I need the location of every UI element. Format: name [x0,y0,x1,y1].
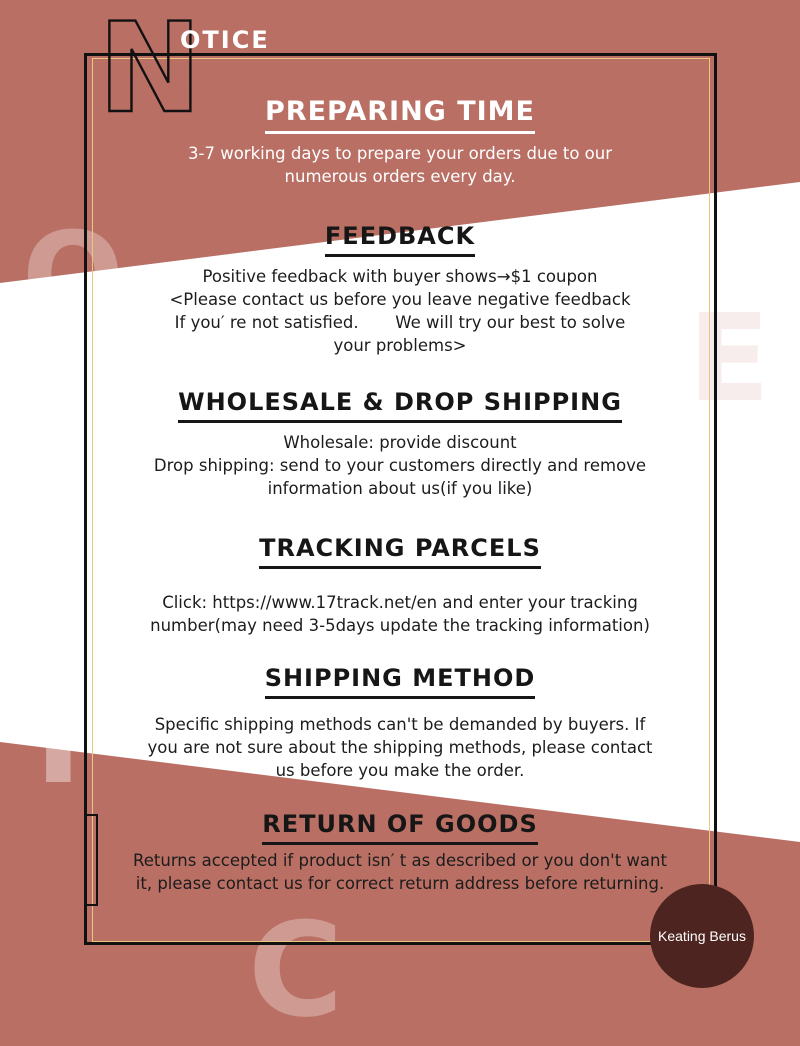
svg-text:N: N [98,0,202,141]
section-line: Click: https://www.17track.net/en and enter your tracking [162,593,638,612]
shop-name: Keating Berus [658,928,746,944]
section-heading: RETURN OF GOODS [262,810,538,845]
section-line: 3-7 working days to prepare your orders due to our [188,144,612,163]
section-line: information about us(if you like) [267,479,533,498]
section-line: your problems> [333,336,467,355]
section-heading: PREPARING TIME [265,96,535,134]
section-line: Specific shipping methods can't be demanded by buyers. If [154,715,646,734]
section-body [110,591,690,637]
section-feedback [110,222,690,357]
section-line: Drop shipping: send to your customers directly and remove [153,456,647,475]
notice-title: OTICE [180,26,270,54]
shop-name-badge [650,884,754,988]
section-line: Positive feedback with buyer shows→$1 coupon [202,267,598,286]
section-line: numerous orders every day. [284,167,516,186]
section-body [90,849,710,895]
section-shipping-method [110,664,690,782]
section-body [110,713,690,782]
section-line: us before you make the order. [275,761,525,780]
ghost-letter-o: O [22,208,125,347]
section-body [110,431,690,500]
section-line: Wholesale: provide discount [283,433,517,452]
section-line: If you′ re not satisfied. We will try our best to solve [174,313,626,332]
ghost-letter-e: E [688,290,770,429]
section-line: number(may need 3-5days update the tracking information) [150,616,650,635]
ghost-letter-t: T [14,661,103,813]
section-body [110,142,690,188]
section-body [110,265,690,357]
section-line: it, please contact us for correct return address before returning. [135,874,665,893]
section-heading: FEEDBACK [325,222,475,257]
ghost-letter-c: C [248,894,344,1046]
section-line: <Please contact us before you leave negative feedback [169,290,631,309]
section-return-of-goods [90,810,710,895]
section-tracking [110,534,690,637]
section-wholesale [110,388,690,500]
section-line: Returns accepted if product isn′ t as described or you don't want [133,851,667,870]
section-heading: TRACKING PARCELS [259,534,541,569]
section-line: you are not sure about the shipping methods, please contact [147,738,653,757]
section-preparing-time [110,96,690,188]
section-heading: SHIPPING METHOD [265,664,536,699]
section-heading: WHOLESALE & DROP SHIPPING [178,388,622,423]
